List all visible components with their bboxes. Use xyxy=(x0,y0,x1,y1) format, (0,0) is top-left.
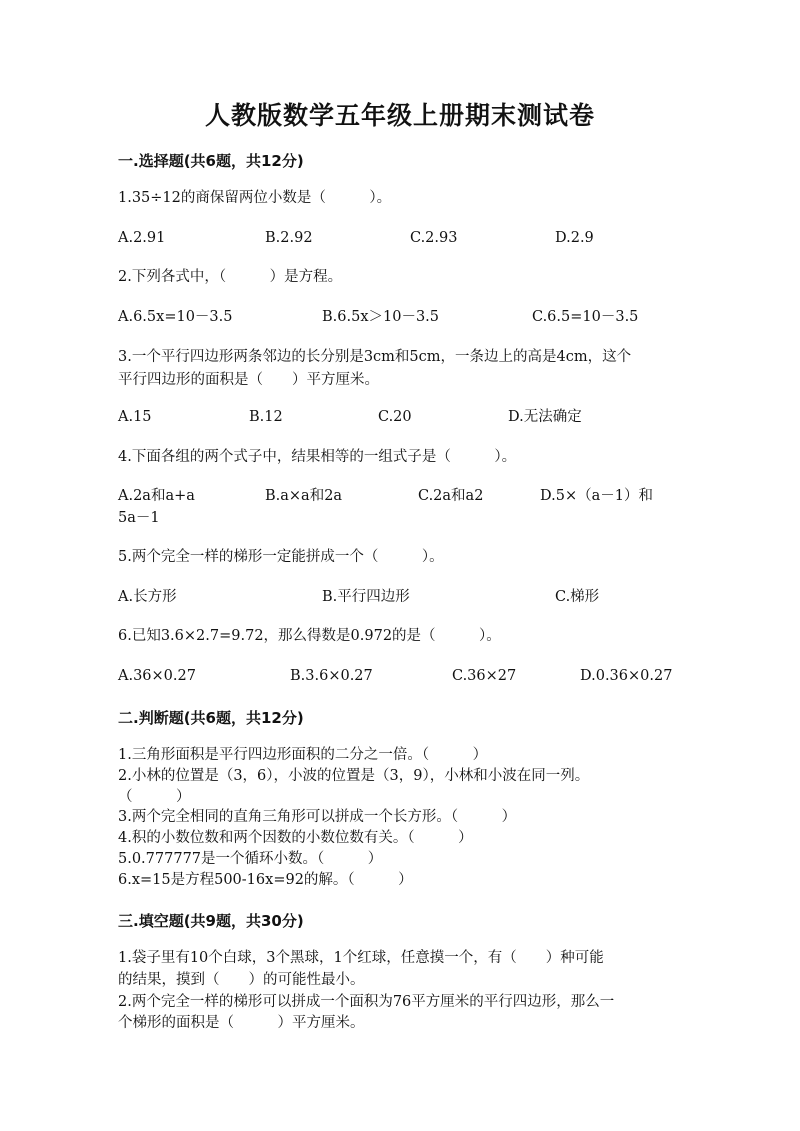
option: A.2a和a+a xyxy=(118,488,195,504)
option: A.36×0.27 xyxy=(118,668,196,684)
fill-line: 2.两个完全一样的梯形可以拼成一个面积为76平方厘米的平行四边形，那么一 xyxy=(118,994,615,1010)
page-title: 人教版数学五年级上册期末测试卷 xyxy=(204,101,595,130)
fill-line: 的结果，摸到（ ）的可能性最小。 xyxy=(118,972,365,988)
question-text: 3.一个平行四边形两条邻边的长分别是3cm和5cm，一条边上的高是4cm，这个 xyxy=(118,349,632,365)
option: A.15 xyxy=(118,409,152,425)
fill-line: 个梯形的面积是（ ）平方厘米。 xyxy=(118,1015,365,1031)
option: B.3.6×0.27 xyxy=(290,668,373,684)
option: C.2a和a2 xyxy=(418,488,484,504)
option: C.20 xyxy=(378,409,412,425)
option: C.2.93 xyxy=(410,230,458,246)
judgement-line: 1.三角形面积是平行四边形面积的二分之一倍。（ ） xyxy=(118,747,488,763)
option: B.平行四边形 xyxy=(322,589,410,605)
question-text: 6.已知3.6×2.7=9.72，那么得数是0.972的是（ ）。 xyxy=(118,628,501,644)
question-text: 4.下面各组的两个式子中，结果相等的一组式子是（ ）。 xyxy=(118,449,517,465)
section-heading: 三.填空题(共9题，共30分) xyxy=(118,912,304,930)
option: C.36×27 xyxy=(452,668,517,684)
option: D.0.36×0.27 xyxy=(580,668,673,684)
fill-line: 1.袋子里有10个白球，3个黑球，1个红球，任意摸一个，有（ ）种可能 xyxy=(118,950,604,966)
option-continuation: 5a－1 xyxy=(118,510,160,526)
judgement-line: （ ） xyxy=(118,789,191,805)
question-text: 2.下列各式中，（ ）是方程。 xyxy=(118,269,343,285)
question-text: 1.35÷12的商保留两位小数是（ ）。 xyxy=(118,190,392,206)
option: B.2.92 xyxy=(265,230,313,246)
option: D.5×（a－1）和 xyxy=(540,488,653,504)
option: C.6.5=10－3.5 xyxy=(532,309,639,325)
judgement-line: 3.两个完全相同的直角三角形可以拼成一个长方形。（ ） xyxy=(118,809,517,825)
option: D.2.9 xyxy=(555,230,594,246)
judgement-line: 2.小林的位置是（3，6），小波的位置是（3，9），小林和小波在同一列。 xyxy=(118,768,590,784)
option: B.a×a和2a xyxy=(265,488,343,504)
option: B.6.5x＞10－3.5 xyxy=(322,309,440,325)
option: A.长方形 xyxy=(118,589,177,605)
option: C.梯形 xyxy=(555,589,600,605)
judgement-line: 5.0.777777是一个循环小数。（ ） xyxy=(118,851,383,867)
option: A.6.5x=10－3.5 xyxy=(118,309,233,325)
question-text: 平行四边形的面积是（ ）平方厘米。 xyxy=(118,372,379,388)
option: D.无法确定 xyxy=(508,409,582,425)
section-heading: 一.选择题(共6题，共12分) xyxy=(118,152,304,170)
judgement-line: 4.积的小数位数和两个因数的小数位数有关。（ ） xyxy=(118,830,473,846)
option: A.2.91 xyxy=(118,230,166,246)
question-text: 5.两个完全一样的梯形一定能拼成一个（ ）。 xyxy=(118,549,444,565)
option: B.12 xyxy=(249,409,283,425)
section-heading: 二.判断题(共6题，共12分) xyxy=(118,709,304,727)
judgement-line: 6.x=15是方程500-16x=92的解。（ ） xyxy=(118,872,413,888)
